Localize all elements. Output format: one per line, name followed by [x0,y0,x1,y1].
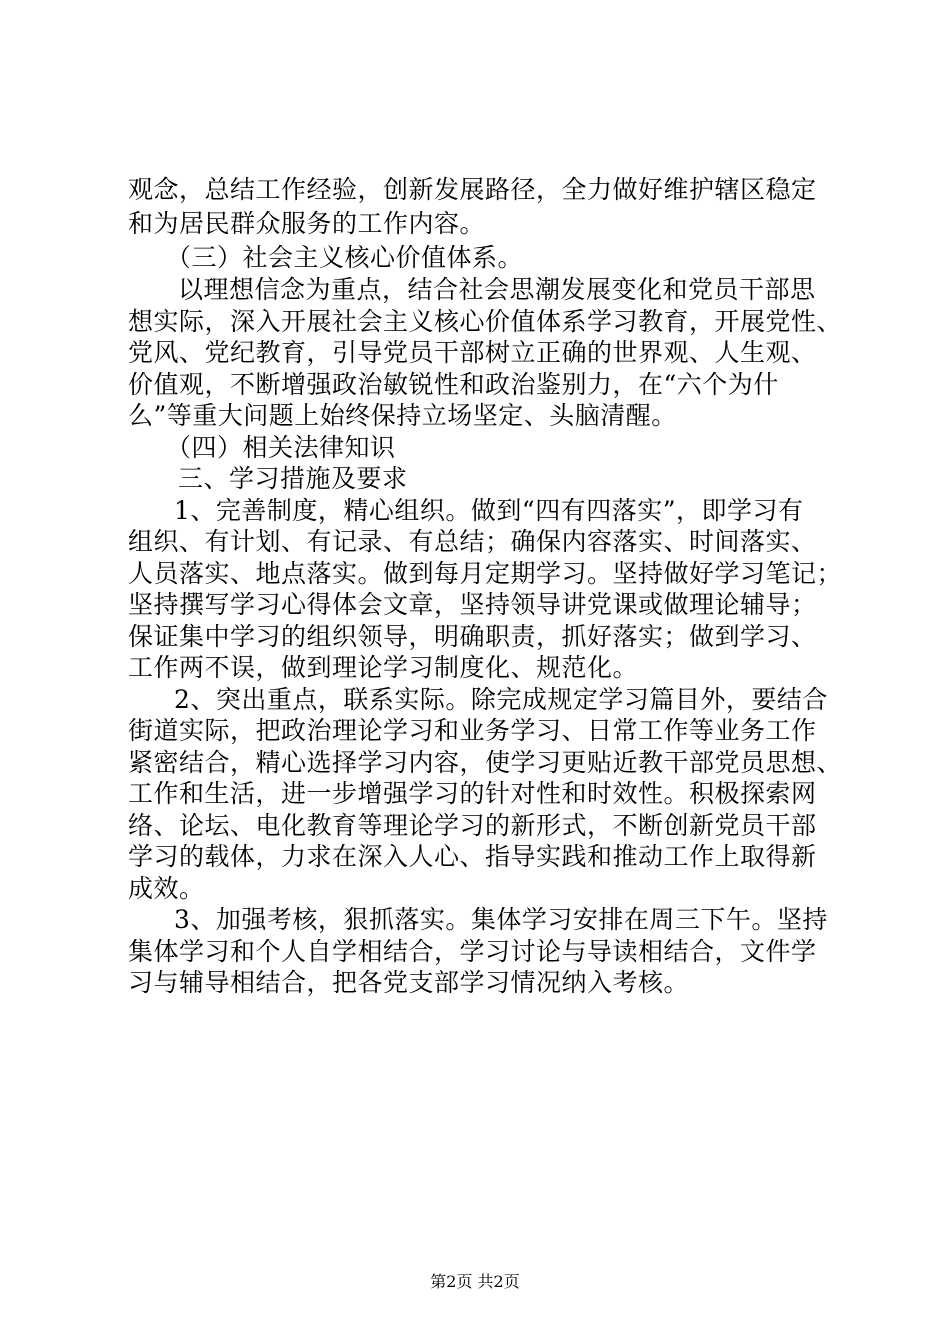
text-line: 想实际，深入开展社会主义核心价值体系学习教育，开展党性、 [128,307,843,336]
text-line: 学习的载体，力求在深入人心、指导实践和推动工作上取得新 [128,842,817,871]
text-line: 坚持撰写学习心得体会文章，坚持领导讲党课或做理论辅导； [128,590,817,619]
text-line: 工作两不误，做到理论学习制度化、规范化。 [128,653,639,682]
text-line: 习与辅导相结合，把各党支部学习情况纳入考核。 [128,968,690,997]
section-heading: （三）社会主义核心价值体系。 [166,243,524,272]
text-line: 组织、有计划、有记录、有总结；确保内容落实、时间落实、 [128,527,817,556]
text-line: 观念，总结工作经验，创新发展路径，全力做好维护辖区稳定 [128,175,817,204]
text-line: 络、论坛、电化教育等理论学习的新形式，不断创新党员干部 [128,811,817,840]
text-line: 紧密结合，精心选择学习内容，使学习更贴近教干部党员思想、 [128,748,843,777]
text-line: 3、加强考核，狠抓落实。集体学习安排在周三下午。坚持 [174,905,828,934]
text-line: 保证集中学习的组织领导，明确职责，抓好落实；做到学习、 [128,622,817,651]
page-number: 第2页 共2页 [430,1272,520,1291]
text-line: 人员落实、地点落实。做到每月定期学习。坚持做好学习笔记； [128,559,843,588]
text-line: 1、完善制度，精心组织。做到“四有四落实”，即学习有 [174,496,804,525]
text-line: 以理想信念为重点，结合社会思潮发展变化和党员干部思 [178,275,816,304]
section-heading: 三、学习措施及要求 [178,464,408,493]
text-line: 集体学习和个人自学相结合，学习讨论与导读相结合，文件学 [128,937,817,966]
text-line: 党风、党纪教育，引导党员干部树立正确的世界观、人生观、 [128,338,817,367]
text-line: 成效。 [128,874,205,903]
section-heading: （四）相关法律知识 [166,433,396,462]
text-line: 2、突出重点，联系实际。除完成规定学习篇目外，要结合 [174,685,828,714]
text-line: 价值观，不断增强政治敏锐性和政治鉴别力，在“六个为什 [128,370,779,399]
text-line: 和为居民群众服务的工作内容。 [128,209,486,238]
text-line: 么”等重大问题上始终保持立场坚定、头脑清醒。 [128,401,677,430]
text-line: 工作和生活，进一步增强学习的针对性和时效性。积极探索网 [128,779,817,808]
text-line: 街道实际，把政治理论学习和业务学习、日常工作等业务工作 [128,716,817,745]
